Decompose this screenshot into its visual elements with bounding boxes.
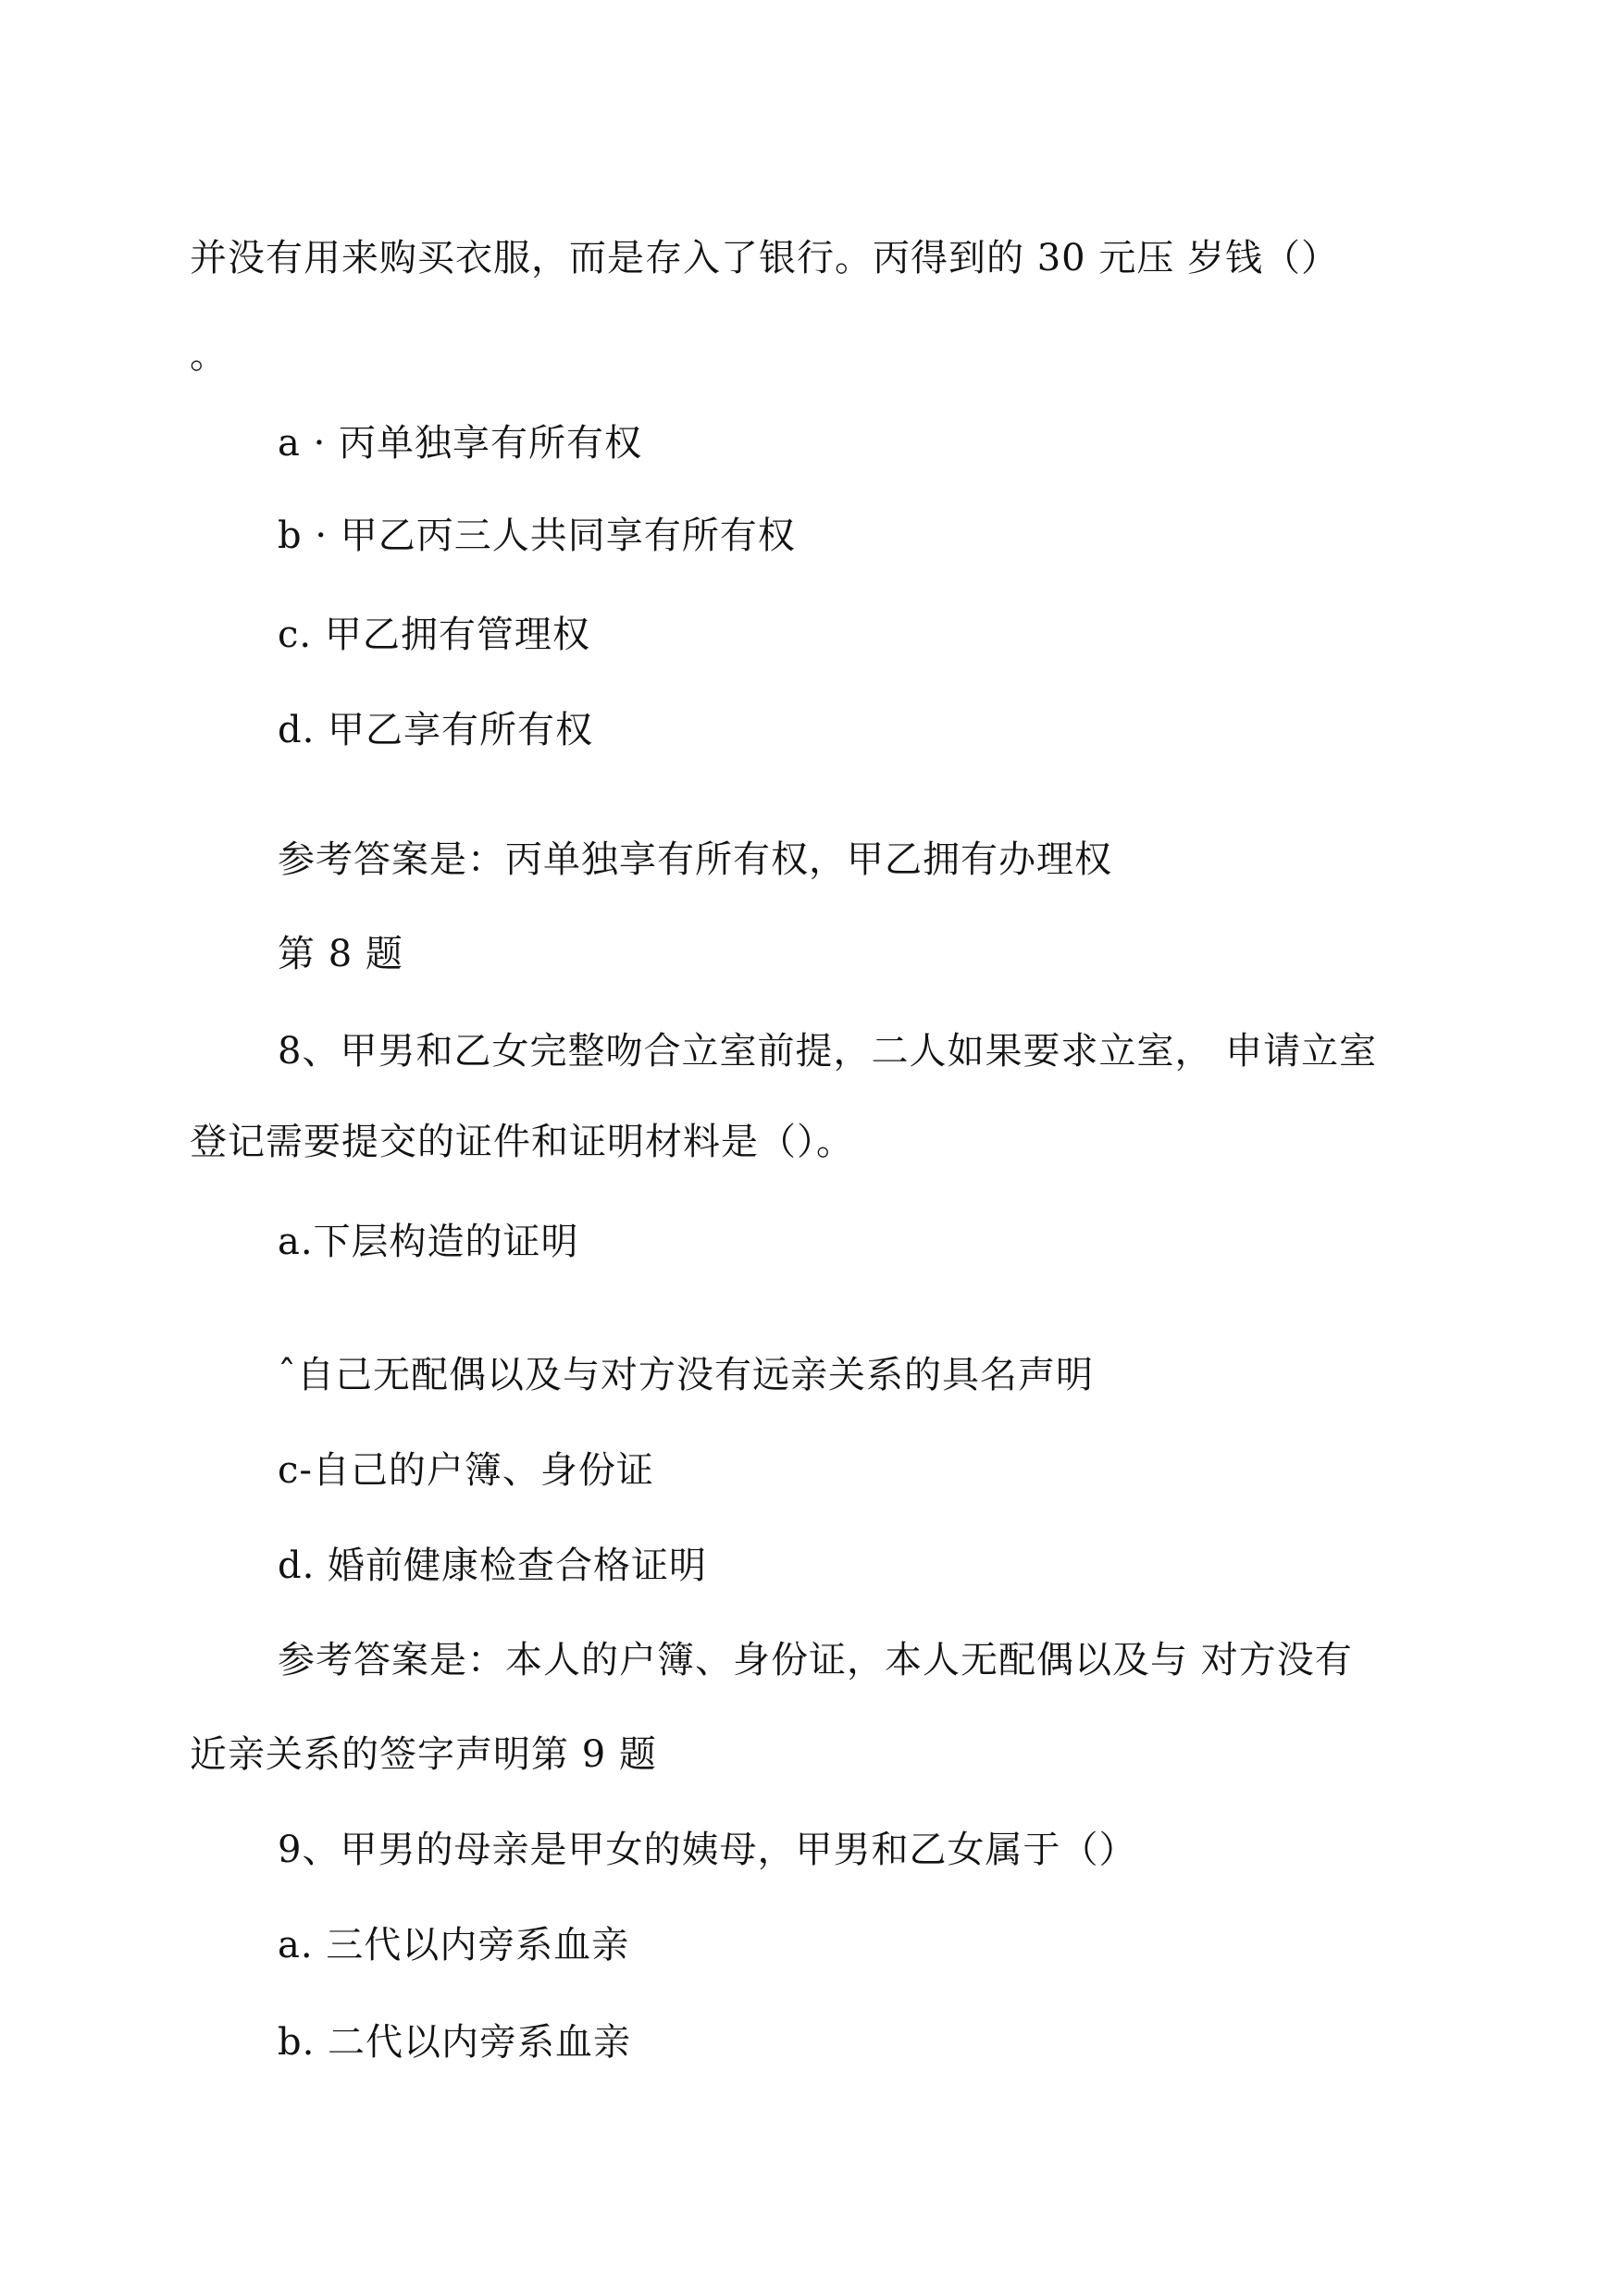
text-line-continuation: 并没有用来购买衣服，而是存入了银行。丙得到的 30 元压 岁钱（）	[190, 237, 1340, 279]
option-d: d. 甲乙享有所有权	[278, 709, 594, 751]
option-a: a.下层构造的证明	[278, 1221, 579, 1263]
option-a: a · 丙单独享有所有权	[278, 422, 642, 465]
question-text: 9、甲男的母亲是甲女的姨母，甲男和乙女属于（）	[278, 1829, 1137, 1871]
option-b: b · 甲乙丙三人共同享有所有权	[278, 515, 796, 557]
text-line-period: 。	[190, 334, 228, 377]
option-c: c. 甲乙拥有管理权	[278, 614, 590, 656]
reference-answer-continuation: 近亲关系的签字声明第 9 题	[190, 1733, 657, 1776]
option-b: ˆ自己无配偶以及与对方没有远亲关系的具名声明	[278, 1354, 1094, 1396]
option-b: b. 二代以内旁系血亲	[278, 2021, 632, 2064]
reference-answer: 参考答案是：丙单独享有所有权，甲乙拥有办理权	[278, 838, 1112, 881]
option-a: a. 三代以内旁系血亲	[278, 1924, 630, 1966]
question-heading: 第 8 题	[278, 933, 403, 975]
reference-answer: 参考答案是：本人的户簿、身份证，本人无配偶以及与 对方没有	[278, 1639, 1353, 1681]
option-c: c-自己的户簿、身份证	[278, 1449, 654, 1492]
question-text-continuation: 登记需要提交的证件和证明材料是（）。	[190, 1121, 854, 1163]
question-text: 8、甲男和乙女完整吻合立室前提，二人如果要求立室， 申请立室	[278, 1030, 1378, 1073]
option-d: d. 婚前健康检查合格证明	[278, 1544, 708, 1587]
